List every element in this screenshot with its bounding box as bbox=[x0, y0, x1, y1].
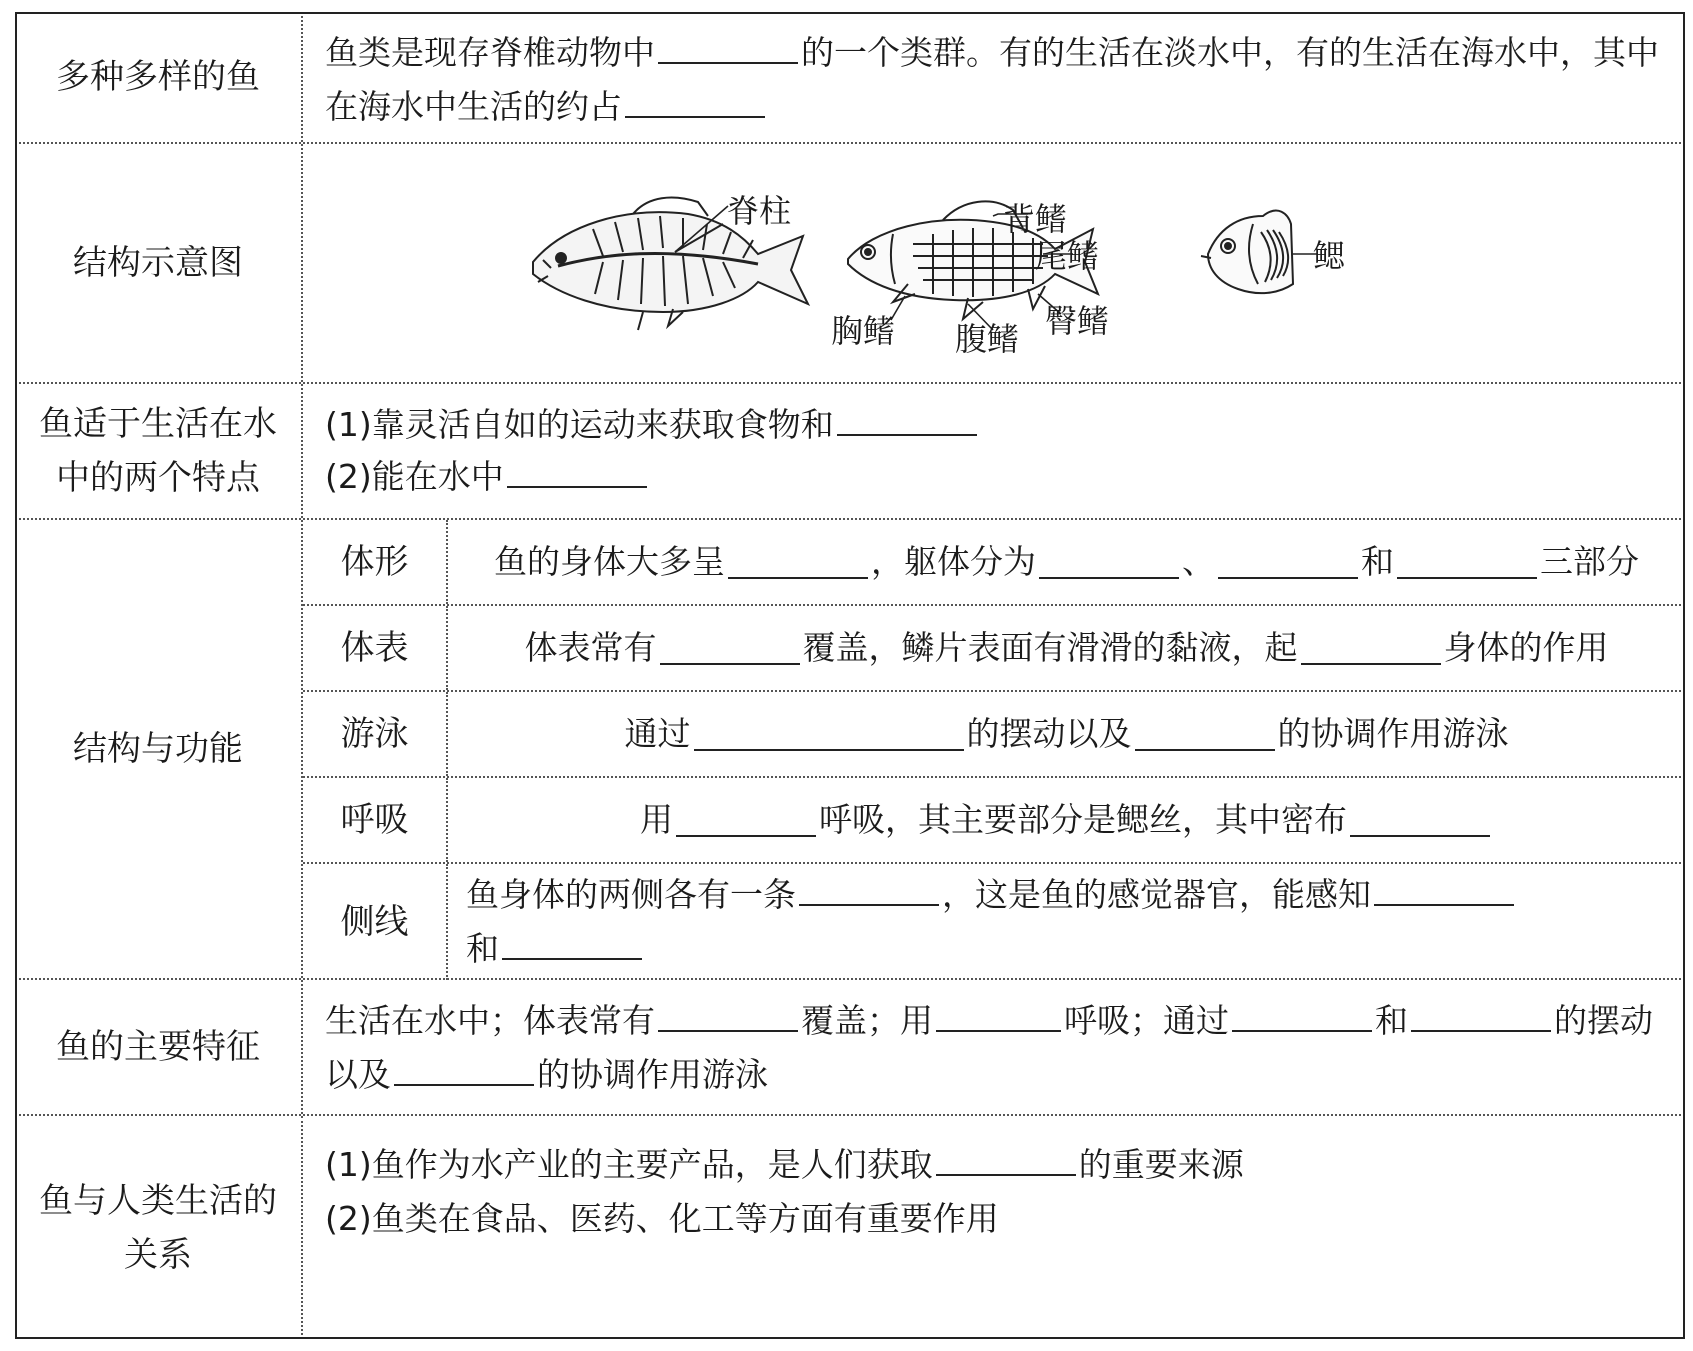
text-segment: 和 bbox=[1361, 542, 1394, 581]
answer-blank[interactable] bbox=[1301, 631, 1441, 664]
text-segment: 的摆动以及 bbox=[966, 714, 1132, 753]
structure-subtable bbox=[303, 520, 1685, 978]
text-segment: ，这是鱼的感觉器官，能感知 bbox=[942, 875, 1371, 914]
row-diversity bbox=[15, 12, 1685, 144]
text-segment: 、 bbox=[1182, 542, 1215, 581]
gill-label: 鳃 bbox=[1313, 237, 1346, 275]
text-segment: ，躯体分为 bbox=[871, 542, 1036, 581]
text-segment: (2)能在水中 bbox=[325, 457, 504, 496]
text-segment: 和 bbox=[1375, 1001, 1408, 1040]
row-label: 鱼适于生活在水中的两个特点 bbox=[15, 384, 303, 518]
subrow-breathing bbox=[303, 778, 1685, 864]
row-content bbox=[303, 1116, 1685, 1339]
row-label: 结构与功能 bbox=[15, 520, 303, 978]
row-content bbox=[303, 980, 1685, 1114]
text-segment: 的一个类群。有的生活在淡水中，有的生活在海水中，其中在海水中生活的约占 bbox=[325, 33, 1659, 126]
row-human-relation bbox=[15, 1116, 1685, 1339]
row-label: 多种多样的鱼 bbox=[15, 12, 303, 142]
answer-blank[interactable] bbox=[658, 31, 798, 64]
subrow-body-shape bbox=[303, 520, 1685, 606]
subrow-lateral-line bbox=[303, 864, 1685, 980]
text-segment: 呼吸；通过 bbox=[1064, 1001, 1229, 1040]
answer-blank[interactable] bbox=[676, 803, 816, 836]
subrow-text bbox=[448, 778, 1685, 862]
answer-blank[interactable] bbox=[837, 403, 977, 436]
answer-blank[interactable] bbox=[1218, 545, 1358, 578]
answer-blank[interactable] bbox=[936, 1143, 1076, 1176]
dorsal-fin-label: 背鳍 bbox=[1003, 200, 1068, 238]
answer-blank[interactable] bbox=[1374, 873, 1514, 906]
pectoral-fin-label: 胸鳍 bbox=[831, 312, 896, 350]
row-structure-function bbox=[15, 520, 1685, 980]
anal-fin-label: 臀鳍 bbox=[1045, 302, 1110, 340]
text-segment: 鱼身体的两侧各有一条 bbox=[466, 875, 796, 914]
answer-blank[interactable] bbox=[1039, 545, 1179, 578]
spine-label: 脊柱 bbox=[727, 192, 792, 230]
answer-blank[interactable] bbox=[1411, 999, 1551, 1032]
relation-line-2: (2)鱼类在食品、医药、化工等方面有重要作用 bbox=[325, 1199, 999, 1238]
subrow-swimming bbox=[303, 692, 1685, 778]
row-content bbox=[303, 12, 1685, 142]
text-segment: 的协调作用游泳 bbox=[1277, 714, 1509, 753]
row-label: 鱼的主要特征 bbox=[15, 980, 303, 1114]
subrow-text bbox=[448, 692, 1685, 776]
answer-blank[interactable] bbox=[1232, 999, 1372, 1032]
features-text bbox=[325, 994, 1663, 1102]
text-segment: 的摆动以及 bbox=[325, 1001, 1653, 1094]
text-segment: (1)鱼作为水产业的主要产品，是人们获取 bbox=[325, 1145, 933, 1184]
subrow-label: 体形 bbox=[303, 520, 448, 604]
row-diagram bbox=[15, 144, 1685, 384]
row-adaptations bbox=[15, 384, 1685, 520]
text-segment: 覆盖，鳞片表面有滑滑的黏液，起 bbox=[802, 628, 1298, 667]
answer-blank[interactable] bbox=[694, 717, 964, 750]
answer-blank[interactable] bbox=[1397, 545, 1537, 578]
row-label: 鱼与人类生活的关系 bbox=[15, 1116, 303, 1339]
relation-line-1 bbox=[325, 1138, 1663, 1192]
adaptation-line-1 bbox=[325, 398, 1663, 452]
answer-blank[interactable] bbox=[1135, 717, 1275, 750]
row-content bbox=[303, 384, 1685, 518]
text-segment: 身体的作用 bbox=[1443, 628, 1609, 667]
answer-blank[interactable] bbox=[507, 455, 647, 488]
subrow-label: 侧线 bbox=[303, 864, 448, 980]
answer-blank[interactable] bbox=[1350, 803, 1490, 836]
text-segment: 三部分 bbox=[1540, 542, 1639, 581]
adaptation-line-2 bbox=[325, 450, 1663, 504]
text-segment: 呼吸，其主要部分是鳃丝，其中密布 bbox=[819, 800, 1347, 839]
answer-blank[interactable] bbox=[502, 927, 642, 960]
subrow-text bbox=[448, 606, 1685, 690]
subrow-text bbox=[448, 520, 1685, 604]
text-segment: (1)靠灵活自如的运动来获取食物和 bbox=[325, 405, 834, 444]
pelvic-fin-label: 腹鳍 bbox=[955, 320, 1020, 358]
diversity-text bbox=[325, 26, 1663, 134]
gill-head-drawing bbox=[1201, 211, 1293, 294]
text-segment: 体表常有 bbox=[524, 628, 657, 667]
text-segment: 通过 bbox=[624, 714, 691, 753]
fish-diagram bbox=[303, 144, 1685, 382]
answer-blank[interactable] bbox=[936, 999, 1061, 1032]
subrow-text bbox=[448, 864, 1685, 980]
answer-blank[interactable] bbox=[658, 999, 798, 1032]
text-segment: 的协调作用游泳 bbox=[537, 1055, 768, 1094]
subrow-body-surface bbox=[303, 606, 1685, 692]
text-segment: 覆盖；用 bbox=[801, 1001, 933, 1040]
worksheet-table bbox=[15, 12, 1685, 1339]
answer-blank[interactable] bbox=[660, 631, 800, 664]
row-main-features bbox=[15, 980, 1685, 1116]
row-label: 结构示意图 bbox=[15, 144, 303, 382]
subrow-label: 游泳 bbox=[303, 692, 448, 776]
text-segment: 生活在水中；体表常有 bbox=[325, 1001, 655, 1040]
text-segment: 鱼类是现存脊椎动物中 bbox=[325, 33, 655, 72]
answer-blank[interactable] bbox=[625, 85, 765, 118]
text-segment: 和 bbox=[466, 929, 499, 968]
subrow-label: 体表 bbox=[303, 606, 448, 690]
subrow-label: 呼吸 bbox=[303, 778, 448, 862]
answer-blank[interactable] bbox=[799, 873, 939, 906]
answer-blank[interactable] bbox=[394, 1053, 534, 1086]
text-segment: 的重要来源 bbox=[1078, 1145, 1244, 1184]
tail-fin-label: 尾鳍 bbox=[1035, 237, 1100, 275]
answer-blank[interactable] bbox=[728, 545, 868, 578]
text-segment: 用 bbox=[640, 800, 673, 839]
text-segment: 鱼的身体大多呈 bbox=[494, 542, 725, 581]
